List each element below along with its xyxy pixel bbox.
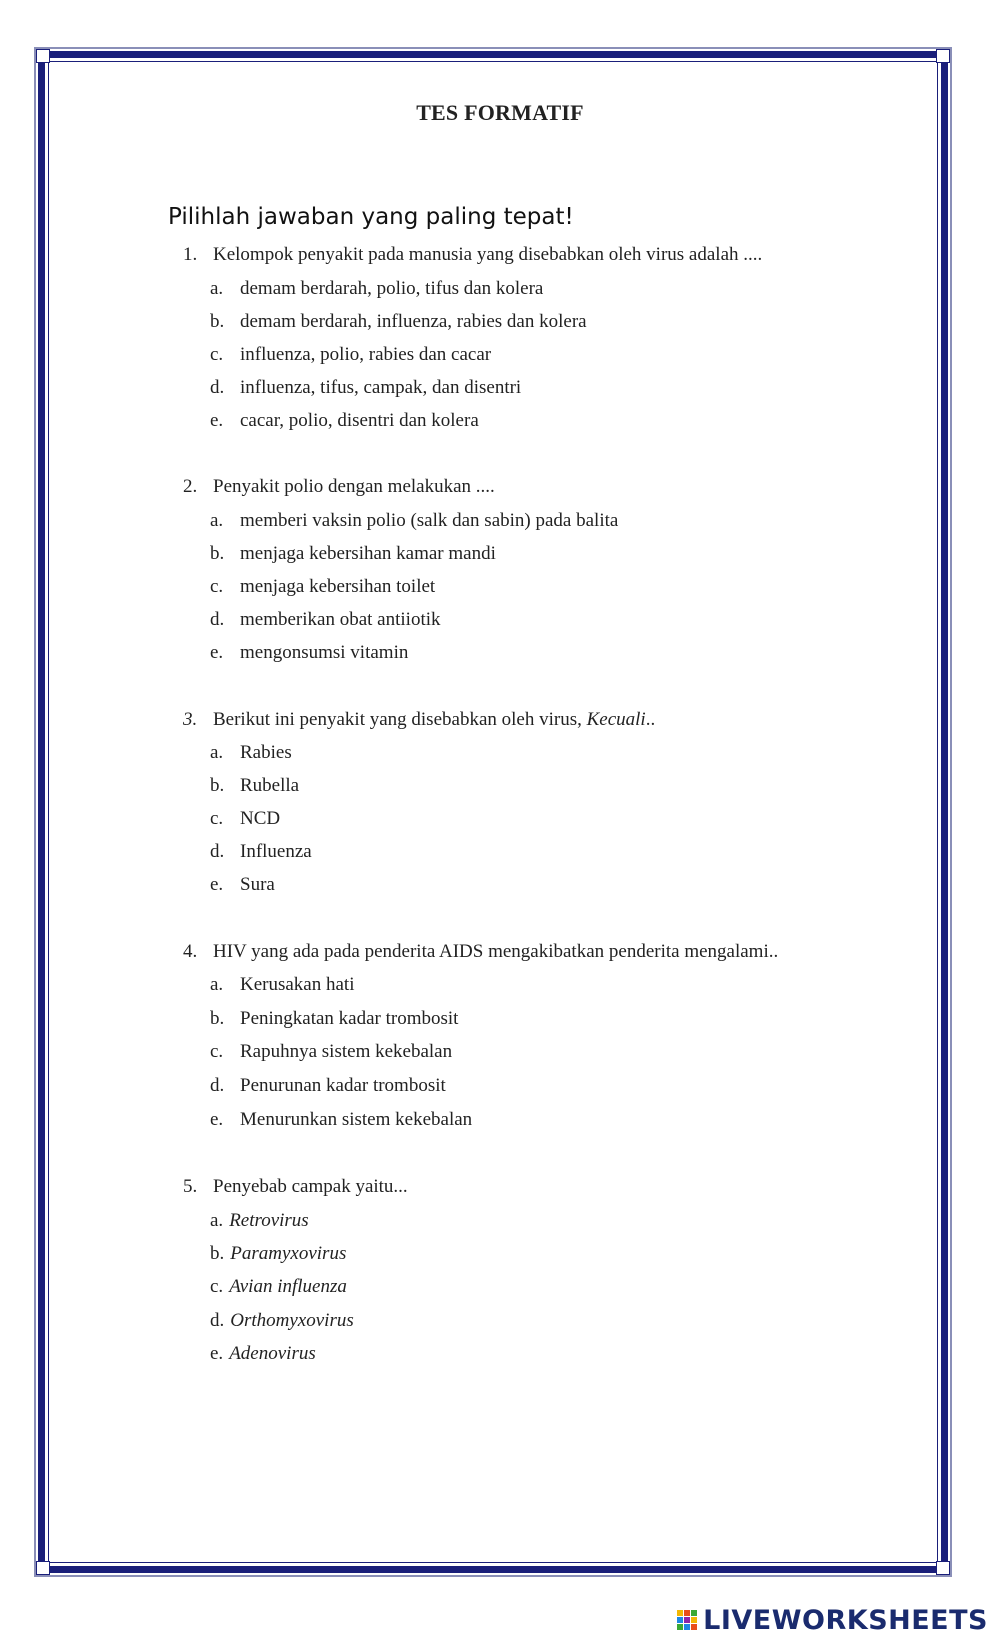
option-2b[interactable]: b. menjaga kebersihan kamar mandi [210,543,496,564]
page-title: TES FORMATIF [416,100,584,125]
border-corner [36,49,50,63]
option-1b[interactable]: b. demam berdarah, influenza, rabies dan kolera [210,311,587,332]
option-2a[interactable]: a. memberi vaksin polio (salk dan sabin) pada balita [210,510,619,531]
option-5a[interactable]: a. Retrovirus [210,1210,309,1231]
option-1d[interactable]: d. influenza, tifus, campak, dan disentri [210,377,522,398]
option-4e[interactable]: e. Menurunkan sistem kekebalan [210,1109,473,1130]
option-3d[interactable]: d. Influenza [210,841,312,862]
option-1a[interactable]: a. demam berdarah, polio, tifus dan kolera [210,278,544,299]
question-text: HIV yang ada pada penderita AIDS mengakibatkan penderita mengalami.. [213,941,779,962]
question-number: 1. [183,244,198,265]
question-number: 2. [183,476,198,497]
option-1e[interactable]: e. cacar, polio, disentri dan kolera [210,410,479,431]
instruction: Pilihlah jawaban yang paling tepat! [168,204,574,230]
option-2e[interactable]: e. mengonsumsi vitamin [210,642,409,663]
option-3a[interactable]: a. Rabies [210,742,292,763]
option-2d[interactable]: d. memberikan obat antiiotik [210,609,441,630]
border-corner [936,1561,950,1575]
question-1 [183,244,762,266]
option-4a[interactable]: a. Kerusakan hati [210,974,355,995]
option-4d[interactable]: d. Penurunan kadar trombosit [210,1075,446,1096]
question-number: 3. [183,709,198,730]
question-text: Penyakit polio dengan melakukan .... [213,476,495,497]
question-text-emphasis: Kecuali [586,709,646,730]
option-1c[interactable]: c. influenza, polio, rabies dan cacar [210,344,492,365]
liveworksheets-logo[interactable] [677,1604,988,1636]
question-text: Kelompok penyakit pada manusia yang disebabkan oleh virus adalah .... [213,244,763,265]
question-2 [183,476,495,498]
option-2c[interactable]: c. menjaga kebersihan toilet [210,576,436,597]
question-text-end: .. [645,709,656,730]
border-corner [36,1561,50,1575]
option-5e[interactable]: e. Adenovirus [210,1343,316,1364]
option-4b[interactable]: b. Peningkatan kadar trombosit [210,1008,459,1029]
question-number: 5. [183,1176,198,1197]
question-4 [183,941,778,963]
option-5b[interactable]: b. Paramyxovirus [210,1243,347,1264]
question-text: Penyebab campak yaitu... [213,1176,408,1197]
option-3b[interactable]: b. Rubella [210,775,300,796]
option-4c[interactable]: c. Rapuhnya sistem kekebalan [210,1041,453,1062]
option-5d[interactable]: d. Orthomyxovirus [210,1310,354,1331]
border-corner [936,49,950,63]
liveworksheets-logo-icon [677,1610,697,1630]
option-3c[interactable]: c. NCD [210,808,281,829]
question-text: Berikut ini penyakit yang disebabkan oleh virus, [213,709,582,730]
option-5c[interactable]: c. Avian influenza [210,1276,347,1297]
question-3 [183,709,655,731]
option-3e[interactable]: e. Sura [210,874,275,895]
brand-name: LIVEWORKSHEETS [703,1604,988,1636]
question-5 [183,1176,408,1198]
question-number: 4. [183,941,198,962]
